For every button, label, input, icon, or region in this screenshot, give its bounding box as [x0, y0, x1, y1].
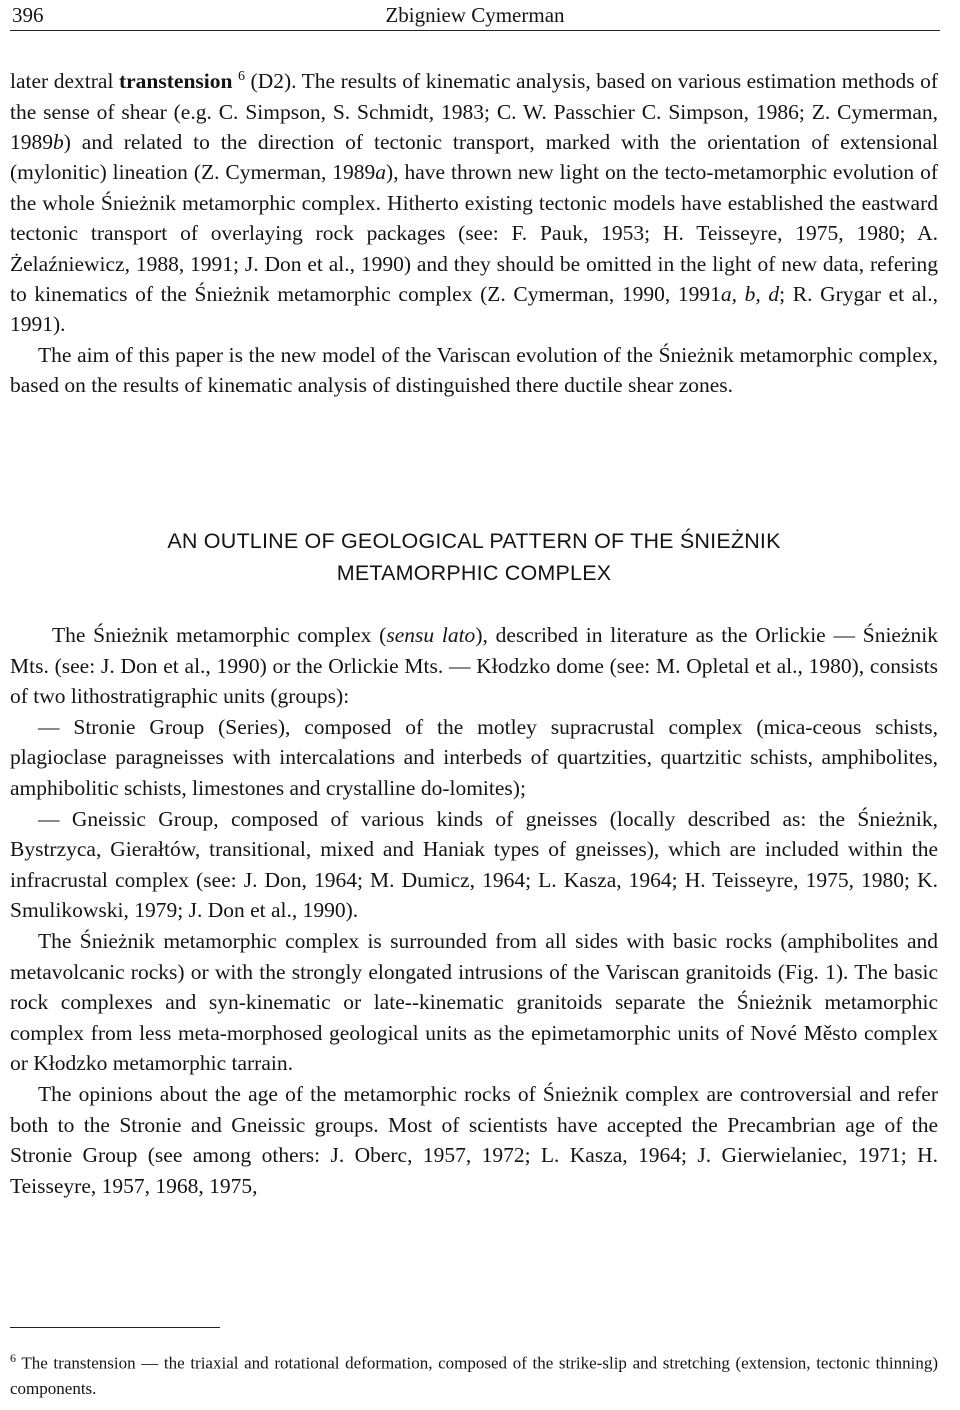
section-paragraph-stronie: — Stronie Group (Series), composed of the motley supracrustal complex (mica-ceous schists, plagioclase paragneisses with intercalations and interbeds of quartzities, quartzitic schists, amphibolites, amphibolitic schists, limestones and crystalline do-lomites);: [10, 714, 938, 800]
section-paragraph-gneissic: — Gneissic Group, composed of various kinds of gneisses (locally described as: the Śnieżnik, Bystrzyca, Gierałtów, transitional, mixed and Haniak types of gneisses), which are included within the infracrustal complex (see: J. Don, 1964; M. Dumicz, 1964; L. Kasza, 1964; H. Teisseyre, 1975, 1980; K. Smulikowski, 1979; J. Don et al., 1990).: [10, 806, 938, 923]
intro-paragraph-1: later dextral transtension $^6$ (D2). The results of kinematic analysis, based on various estimation methods of the sense of shear (e.g. C. Simpson, S. Schmidt, 1983; C. W. Passchier C. Simpson, 1986; Z. Cymerman, 1989b) and related to the direction of tectonic transport, marked with the orientation of extensional (mylonitic) lineation (Z. Cymerman, 1989a), have thrown new light on the tecto-metamorphic evolution of the whole Śnieżnik metamorphic complex. Hitherto existing tectonic models have established the eastward tectonic transport of overlaying rock packages (see: F. Pauk, 1953; H. Teisseyre, 1975, 1980; A. Żelaźniewicz, 1988, 1991; J. Don et al., 1990) and they should be omitted in the light of new data, refering to kinematics of the Śnieżnik metamorphic complex (Z. Cymerman, 1990, 1991a, b, d; R. Grygar et al., 1991).: [10, 69, 939, 337]
page-header: [10, 0, 940, 31]
intro-paragraph-2: The aim of this paper is the new model of the Variscan evolution of the Śnieżnik metamorphic complex, based on the results of kinematic analysis of distinguished there ductile shear zones.: [10, 342, 938, 398]
transtension-term: transtension: [118, 69, 233, 94]
section-paragraph-surroundings: The Śnieżnik metamorphic complex is surrounded from all sides with basic rocks (amphibolites and metavolcanic rocks) or with the strongly elongated intrusions of the Variscan granitoids (Fig. 1). The basic rock complexes and syn-kinematic or late--kinematic granitoids separate the Śnieżnik metamorphic complex from less meta-morphosed geological units as the epimetamorphic units of Nové Město complex or Kłodzko metamorphic tarrain.: [10, 928, 938, 1076]
section-heading: [10, 525, 938, 589]
footnote-ref: 6: [238, 69, 245, 84]
intro-text: [10, 62, 938, 401]
footnote-text: The transtension — the triaxial and rotational deformation, composed of the strike-slip and stretching (extension, tectonic thinning) components.: [10, 1353, 938, 1398]
page-number: 396: [12, 3, 44, 27]
footnote: [10, 1346, 938, 1401]
running-head: Zbigniew Cymerman: [385, 3, 565, 27]
footnote-marker: 6: [10, 1351, 16, 1365]
section-body: [10, 620, 938, 1201]
section-paragraph-age: The opinions about the age of the metamorphic rocks of Śnieżnik complex are controversial and refer both to the Stronie and Gneissic groups. Most of scientists have accepted the Precambrian age of the Stronie Group (see among others: J. Oberc, 1957, 1972; L. Kasza, 1964; J. Gierwielaniec, 1971; H. Teisseyre, 1957, 1968, 1975,: [10, 1081, 938, 1198]
section-heading-line-2: METAMORPHIC COMPLEX: [336, 561, 612, 585]
section-paragraph-1: The Śnieżnik metamorphic complex (sensu lato), described in literature as the Orlickie — Śnieżnik Mts. (see: J. Don et al., 1990) or the Orlickie Mts. — Kłodzko dome (see: M. Opletal et al., 1980), consists of two lithostratigraphic units (groups):: [10, 623, 938, 709]
footnote-rule: [10, 1327, 220, 1328]
section-heading-line-1: AN OUTLINE OF GEOLOGICAL PATTERN OF THE ŚNIEŻNIK: [167, 529, 781, 553]
